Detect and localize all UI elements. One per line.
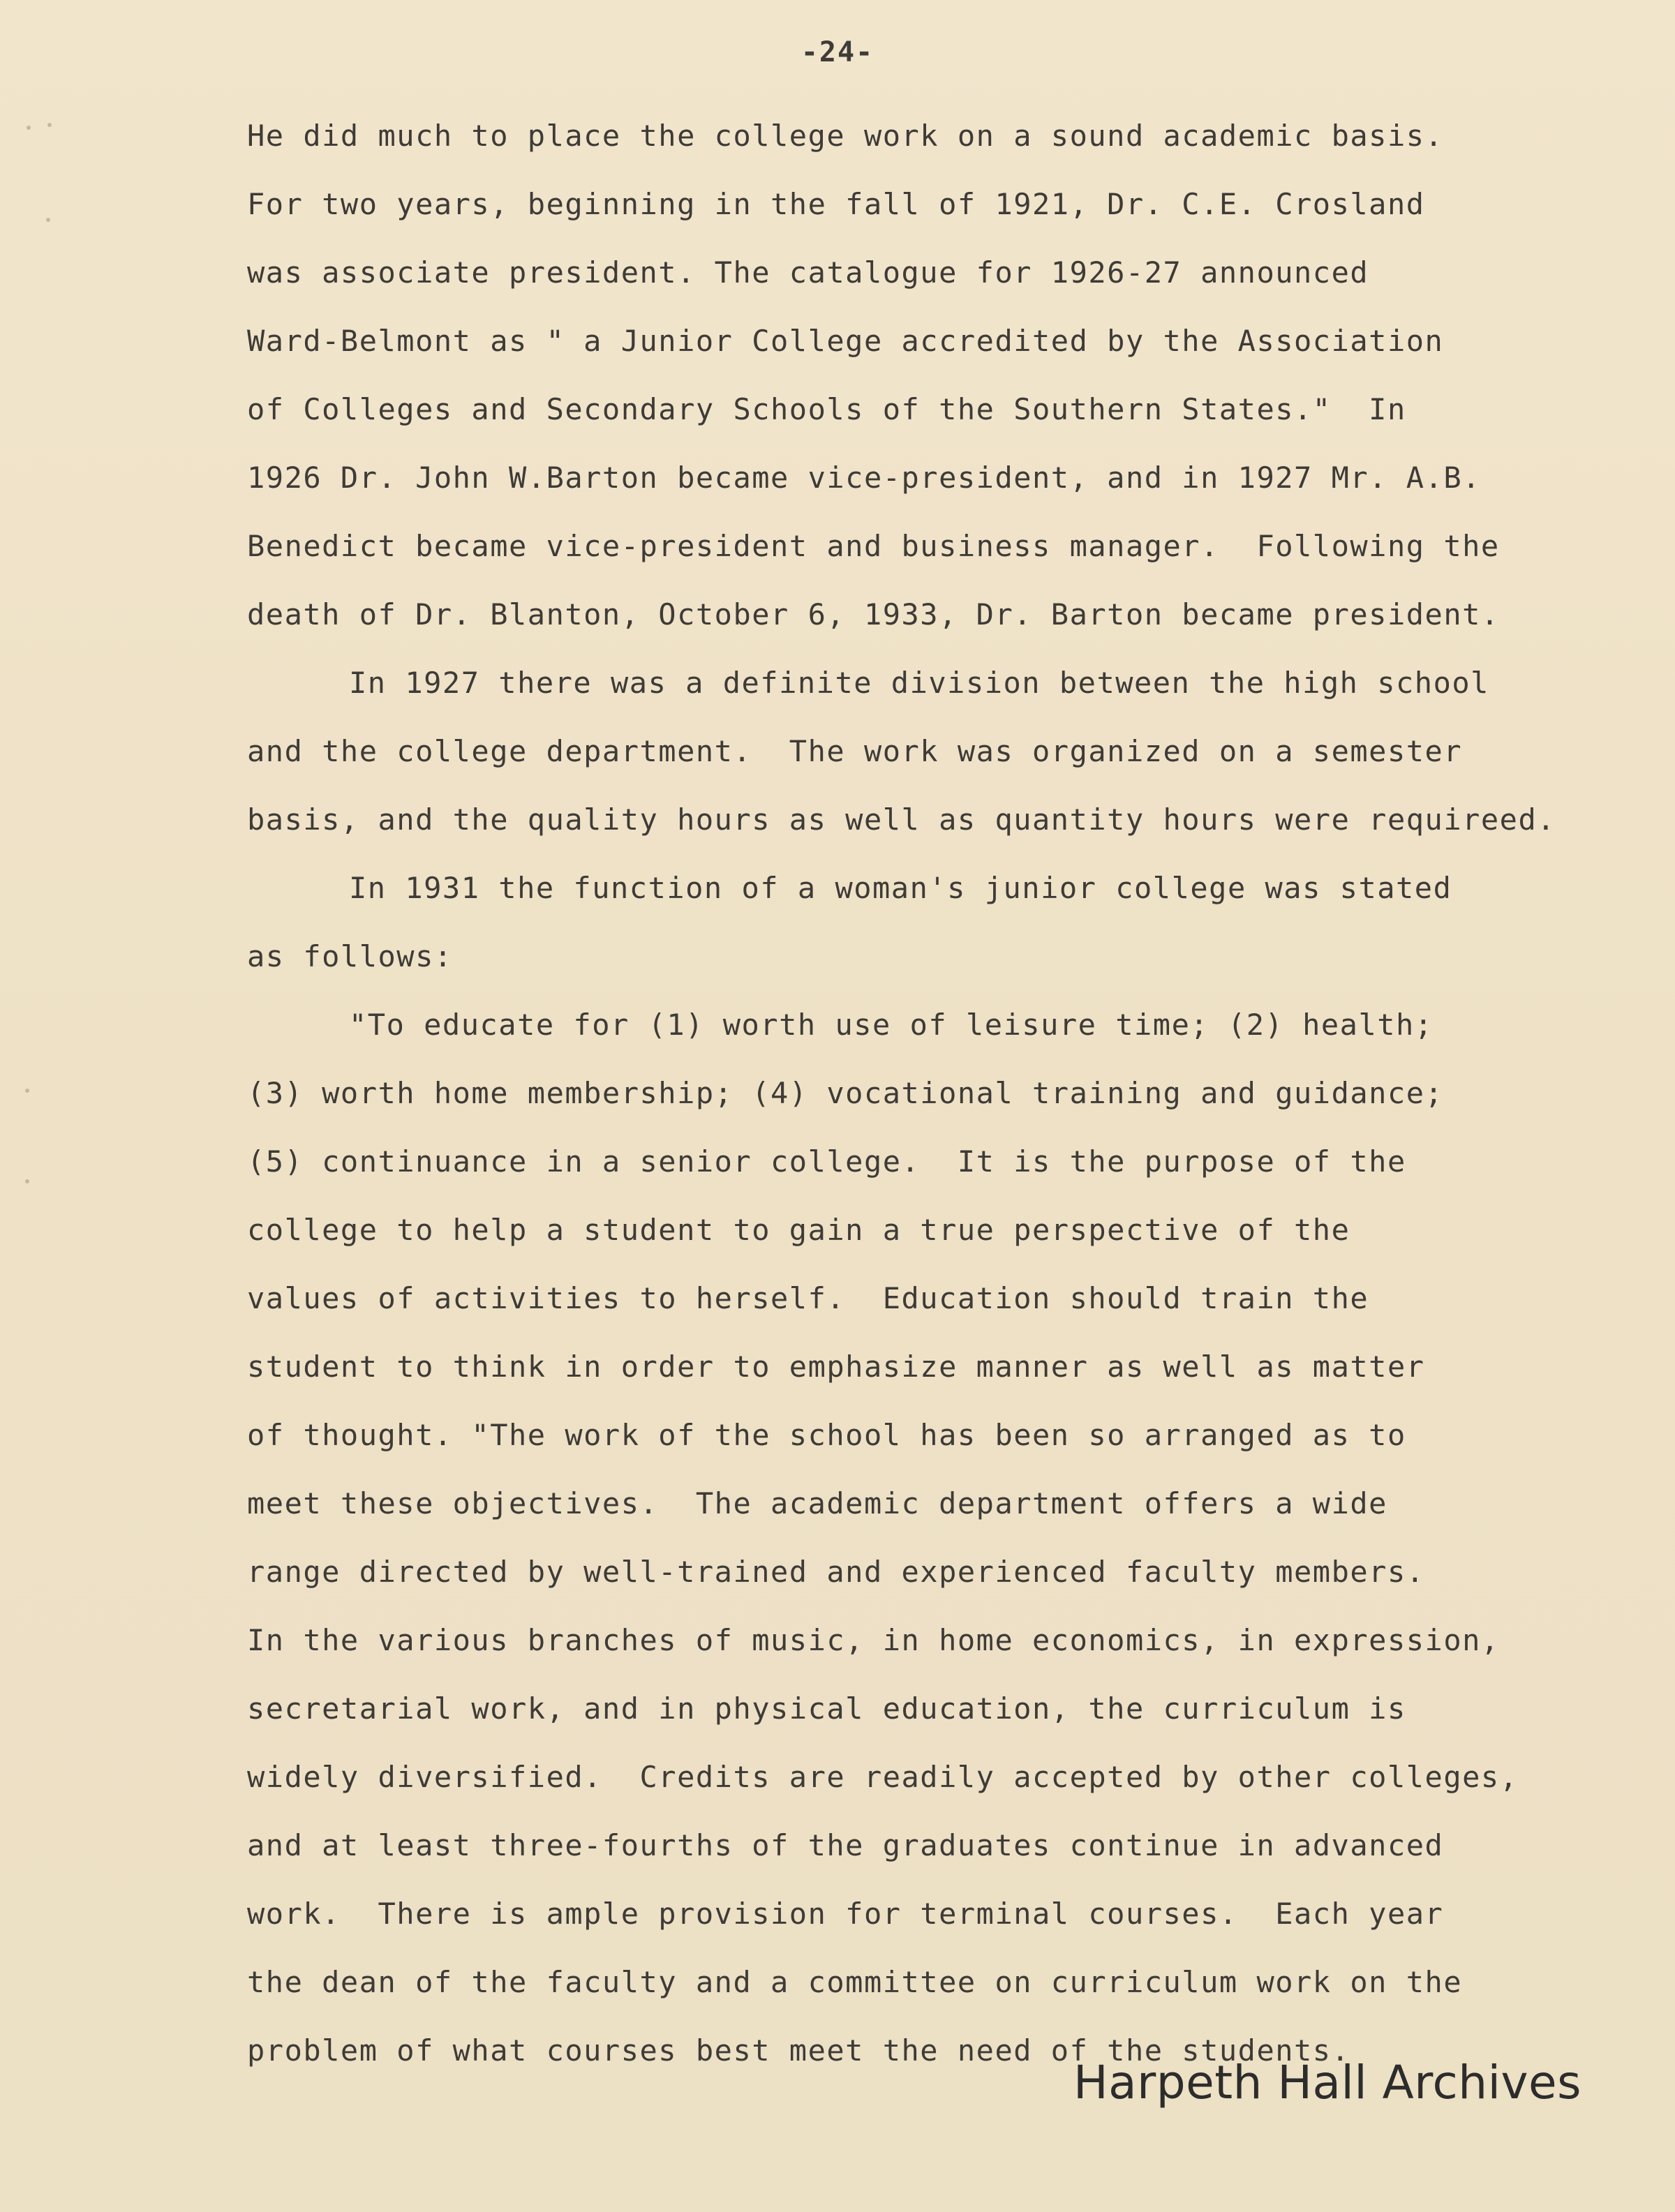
text-line: widely diversified. Credits are readily accepted by other colleges, — [247, 1760, 1519, 1794]
text-line: (3) worth home membership; (4) vocational training and guidance; — [247, 1076, 1444, 1110]
text-line: In 1931 the function of a woman's junior college was stated — [349, 871, 1452, 905]
text-line: problem of what courses best meet the need of the students. — [247, 2033, 1350, 2068]
margin-speck — [25, 1179, 29, 1183]
body-text — [247, 102, 1657, 2085]
text-line: secretarial work, and in physical education, the curriculum is — [247, 1691, 1406, 1726]
text-line: student to think in order to emphasize manner as well as matter — [247, 1350, 1425, 1384]
text-line: as follows: — [247, 939, 453, 973]
text-line: Ward-Belmont as " a Junior College accredited by the Association — [247, 324, 1444, 358]
text-line: In 1927 there was a definite division between the high school — [349, 666, 1489, 700]
text-line: of Colleges and Secondary Schools of the Southern States." In — [247, 392, 1406, 426]
archive-watermark: Harpeth Hall Archives — [1073, 2056, 1581, 2109]
text-line: (5) continuance in a senior college. It is the purpose of the — [247, 1144, 1406, 1179]
text-line: the dean of the faculty and a committee on curriculum work on the — [247, 1965, 1463, 1999]
text-line: and the college department. The work was organized on a semester — [247, 734, 1463, 768]
margin-speck — [25, 1089, 29, 1093]
text-line: college to help a student to gain a true perspective of the — [247, 1213, 1350, 1247]
text-line: meet these objectives. The academic department offers a wide — [247, 1486, 1387, 1520]
text-line: range directed by well-trained and experienced faculty members. — [247, 1555, 1425, 1589]
text-line: values of activities to herself. Education should train the — [247, 1281, 1369, 1315]
text-line: basis, and the quality hours as well as quantity hours were requireed. — [247, 802, 1556, 837]
text-line: work. There is ample provision for terminal courses. Each year — [247, 1897, 1444, 1931]
text-line: was associate president. The catalogue for 1926-27 announced — [247, 255, 1369, 290]
text-line: He did much to place the college work on a sound academic basis. — [247, 119, 1444, 153]
text-line: "To educate for (1) worth use of leisure time; (2) health; — [349, 1008, 1434, 1042]
margin-speck — [46, 218, 50, 222]
margin-speck — [47, 123, 52, 127]
text-line: Benedict became vice-president and business manager. Following the — [247, 529, 1500, 563]
page-number: -24- — [801, 36, 874, 68]
text-line: of thought. "The work of the school has been so arranged as to — [247, 1418, 1406, 1452]
margin-speck — [27, 126, 31, 130]
text-line: 1926 Dr. John W.Barton became vice-president, and in 1927 Mr. A.B. — [247, 461, 1481, 495]
text-line: and at least three-fourths of the graduates continue in advanced — [247, 1828, 1444, 1862]
text-line: In the various branches of music, in home economics, in expression, — [247, 1623, 1500, 1657]
text-line: For two years, beginning in the fall of 1921, Dr. C.E. Crosland — [247, 187, 1425, 221]
text-line: death of Dr. Blanton, October 6, 1933, Dr. Barton became president. — [247, 597, 1500, 632]
